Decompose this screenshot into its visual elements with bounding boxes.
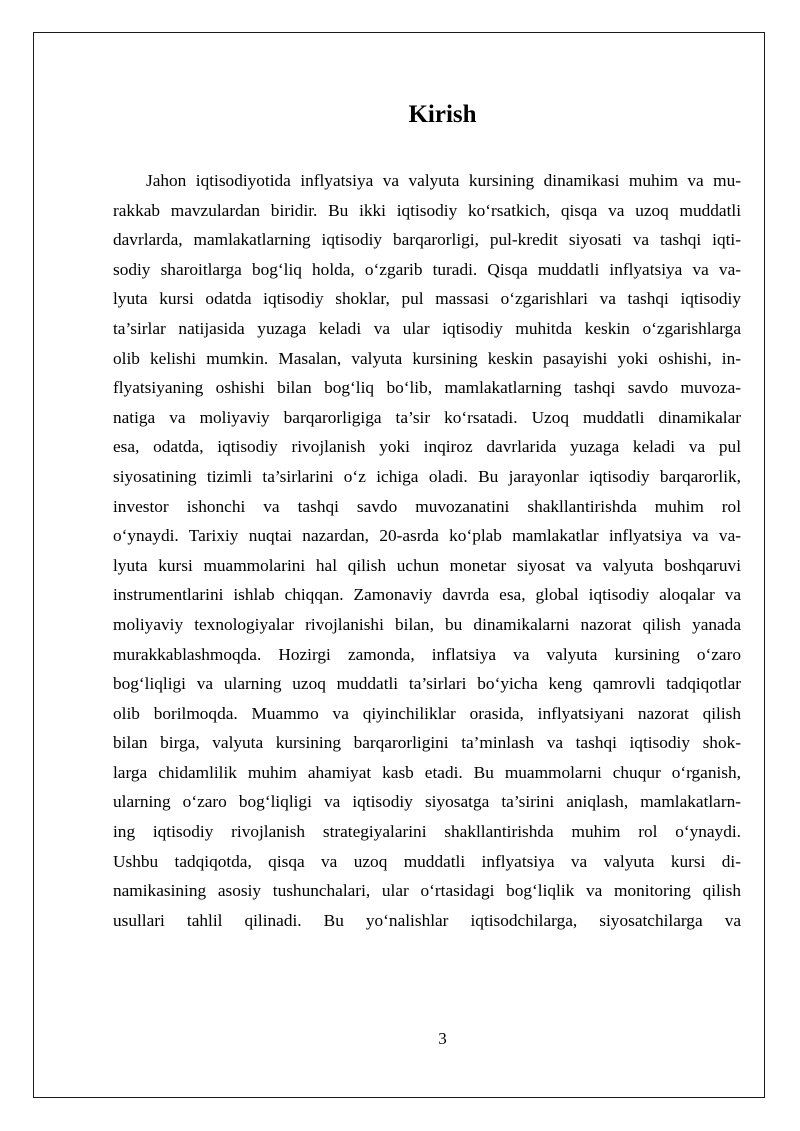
- paragraph-line: larga chidamlilik muhim ahamiyat kasb etadi. Bu muammolarni chuqur o‘rganish,: [113, 762, 741, 782]
- page-number: 3: [438, 1029, 447, 1048]
- paragraph-line: namikasining asosiy tushunchalari, ular o‘rtasidagi bog‘liqlik va monitoring qilish: [113, 881, 741, 901]
- paragraph-line: Jahon iqtisodiyotida inflyatsiya va valyuta kursining dinamikasi muhim va mu-: [146, 171, 741, 190]
- paragraph-line: rakkab mavzulardan biridir. Bu ikki iqtisodiy ko‘rsatkich, qisqa va uzoq muddatli: [113, 200, 741, 220]
- paragraph-line: o‘ynaydi. Tarixiy nuqtai nazardan, 20-asrda ko‘plab mamlakatlar inflyatsiya va va-: [113, 526, 741, 546]
- body-paragraph: [113, 166, 741, 935]
- paragraph-line: olib kelishi mumkin. Masalan, valyuta kursining keskin pasayishi yoki oshishi, in-: [113, 348, 741, 368]
- paragraph-line: Ushbu tadqiqotda, qisqa va uzoq muddatli inflyatsiya va valyuta kursi di-: [113, 851, 741, 871]
- paragraph-line: lyuta kursi muammolarini hal qilish uchun monetar siyosat va valyuta boshqaruvi: [113, 555, 741, 575]
- paragraph-line: moliyaviy texnologiyalar rivojlanishi bilan, bu dinamikalarni nazorat qilish yanada: [113, 614, 741, 634]
- paragraph-line: natiga va moliyaviy barqarorligiga ta’sir ko‘rsatadi. Uzoq muddatli dinamikalar: [113, 407, 741, 427]
- paragraph-line: bilan birga, valyuta kursining barqarorligini ta’minlash va tashqi iqtisodiy shok-: [113, 733, 741, 753]
- paragraph-line: davrlarda, mamlakatlarning iqtisodiy barqarorligi, pul-kredit siyosati va tashqi iqti-: [113, 230, 741, 250]
- paragraph-line: usullari tahlil qilinadi. Bu yo‘nalishlar iqtisodchilarga, siyosatchilarga va: [113, 910, 741, 930]
- paragraph-line: bog‘liqligi va ularning uzoq muddatli ta’sirlari bo‘yicha keng qamrovli tadqiqotlar: [113, 674, 741, 694]
- paragraph-line: ta’sirlar natijasida yuzaga keladi va ular iqtisodiy muhitda keskin o‘zgarishlarga: [113, 318, 741, 338]
- paragraph-line: siyosatining tizimli ta’sirlarini o‘z ichiga oladi. Bu jarayonlar iqtisodiy barqarorlik,: [113, 466, 741, 486]
- paragraph-line: murakkablashmoqda. Hozirgi zamonda, inflatsiya va valyuta kursining o‘zaro: [113, 644, 741, 664]
- paragraph-line: esa, odatda, iqtisodiy rivojlanish yoki inqiroz davrlarida yuzaga keladi va pul: [113, 437, 741, 457]
- paragraph-line: investor ishonchi va tashqi savdo muvozanatini shakllantirishda muhim rol: [113, 496, 741, 516]
- paragraph-line: ing iqtisodiy rivojlanish strategiyalarini shakllantirishda muhim rol o‘ynaydi.: [113, 822, 741, 842]
- paragraph-line: ularning o‘zaro bog‘liqligi va iqtisodiy siyosatga ta’sirini aniqlash, mamlakatlarn-: [113, 792, 741, 812]
- paragraph-line: olib borilmoqda. Muammo va qiyinchiliklar orasida, inflyatsiyani nazorat qilish: [113, 703, 741, 723]
- paragraph-line: instrumentlarini ishlab chiqqan. Zamonaviy davrda esa, global iqtisodiy aloqalar va: [113, 585, 741, 605]
- paragraph-line: lyuta kursi odatda iqtisodiy shoklar, pul massasi o‘zgarishlari va tashqi iqtisodiy: [113, 289, 741, 309]
- paragraph-line: flyatsiyaning oshishi bilan bog‘liq bo‘lib, mamlakatlarning tashqi savdo muvoza-: [113, 378, 741, 398]
- paragraph-line: sodiy sharoitlarga bog‘liq holda, o‘zgarib turadi. Qisqa muddatli inflyatsiya va va-: [113, 259, 741, 279]
- page-title: Kirish: [408, 101, 477, 128]
